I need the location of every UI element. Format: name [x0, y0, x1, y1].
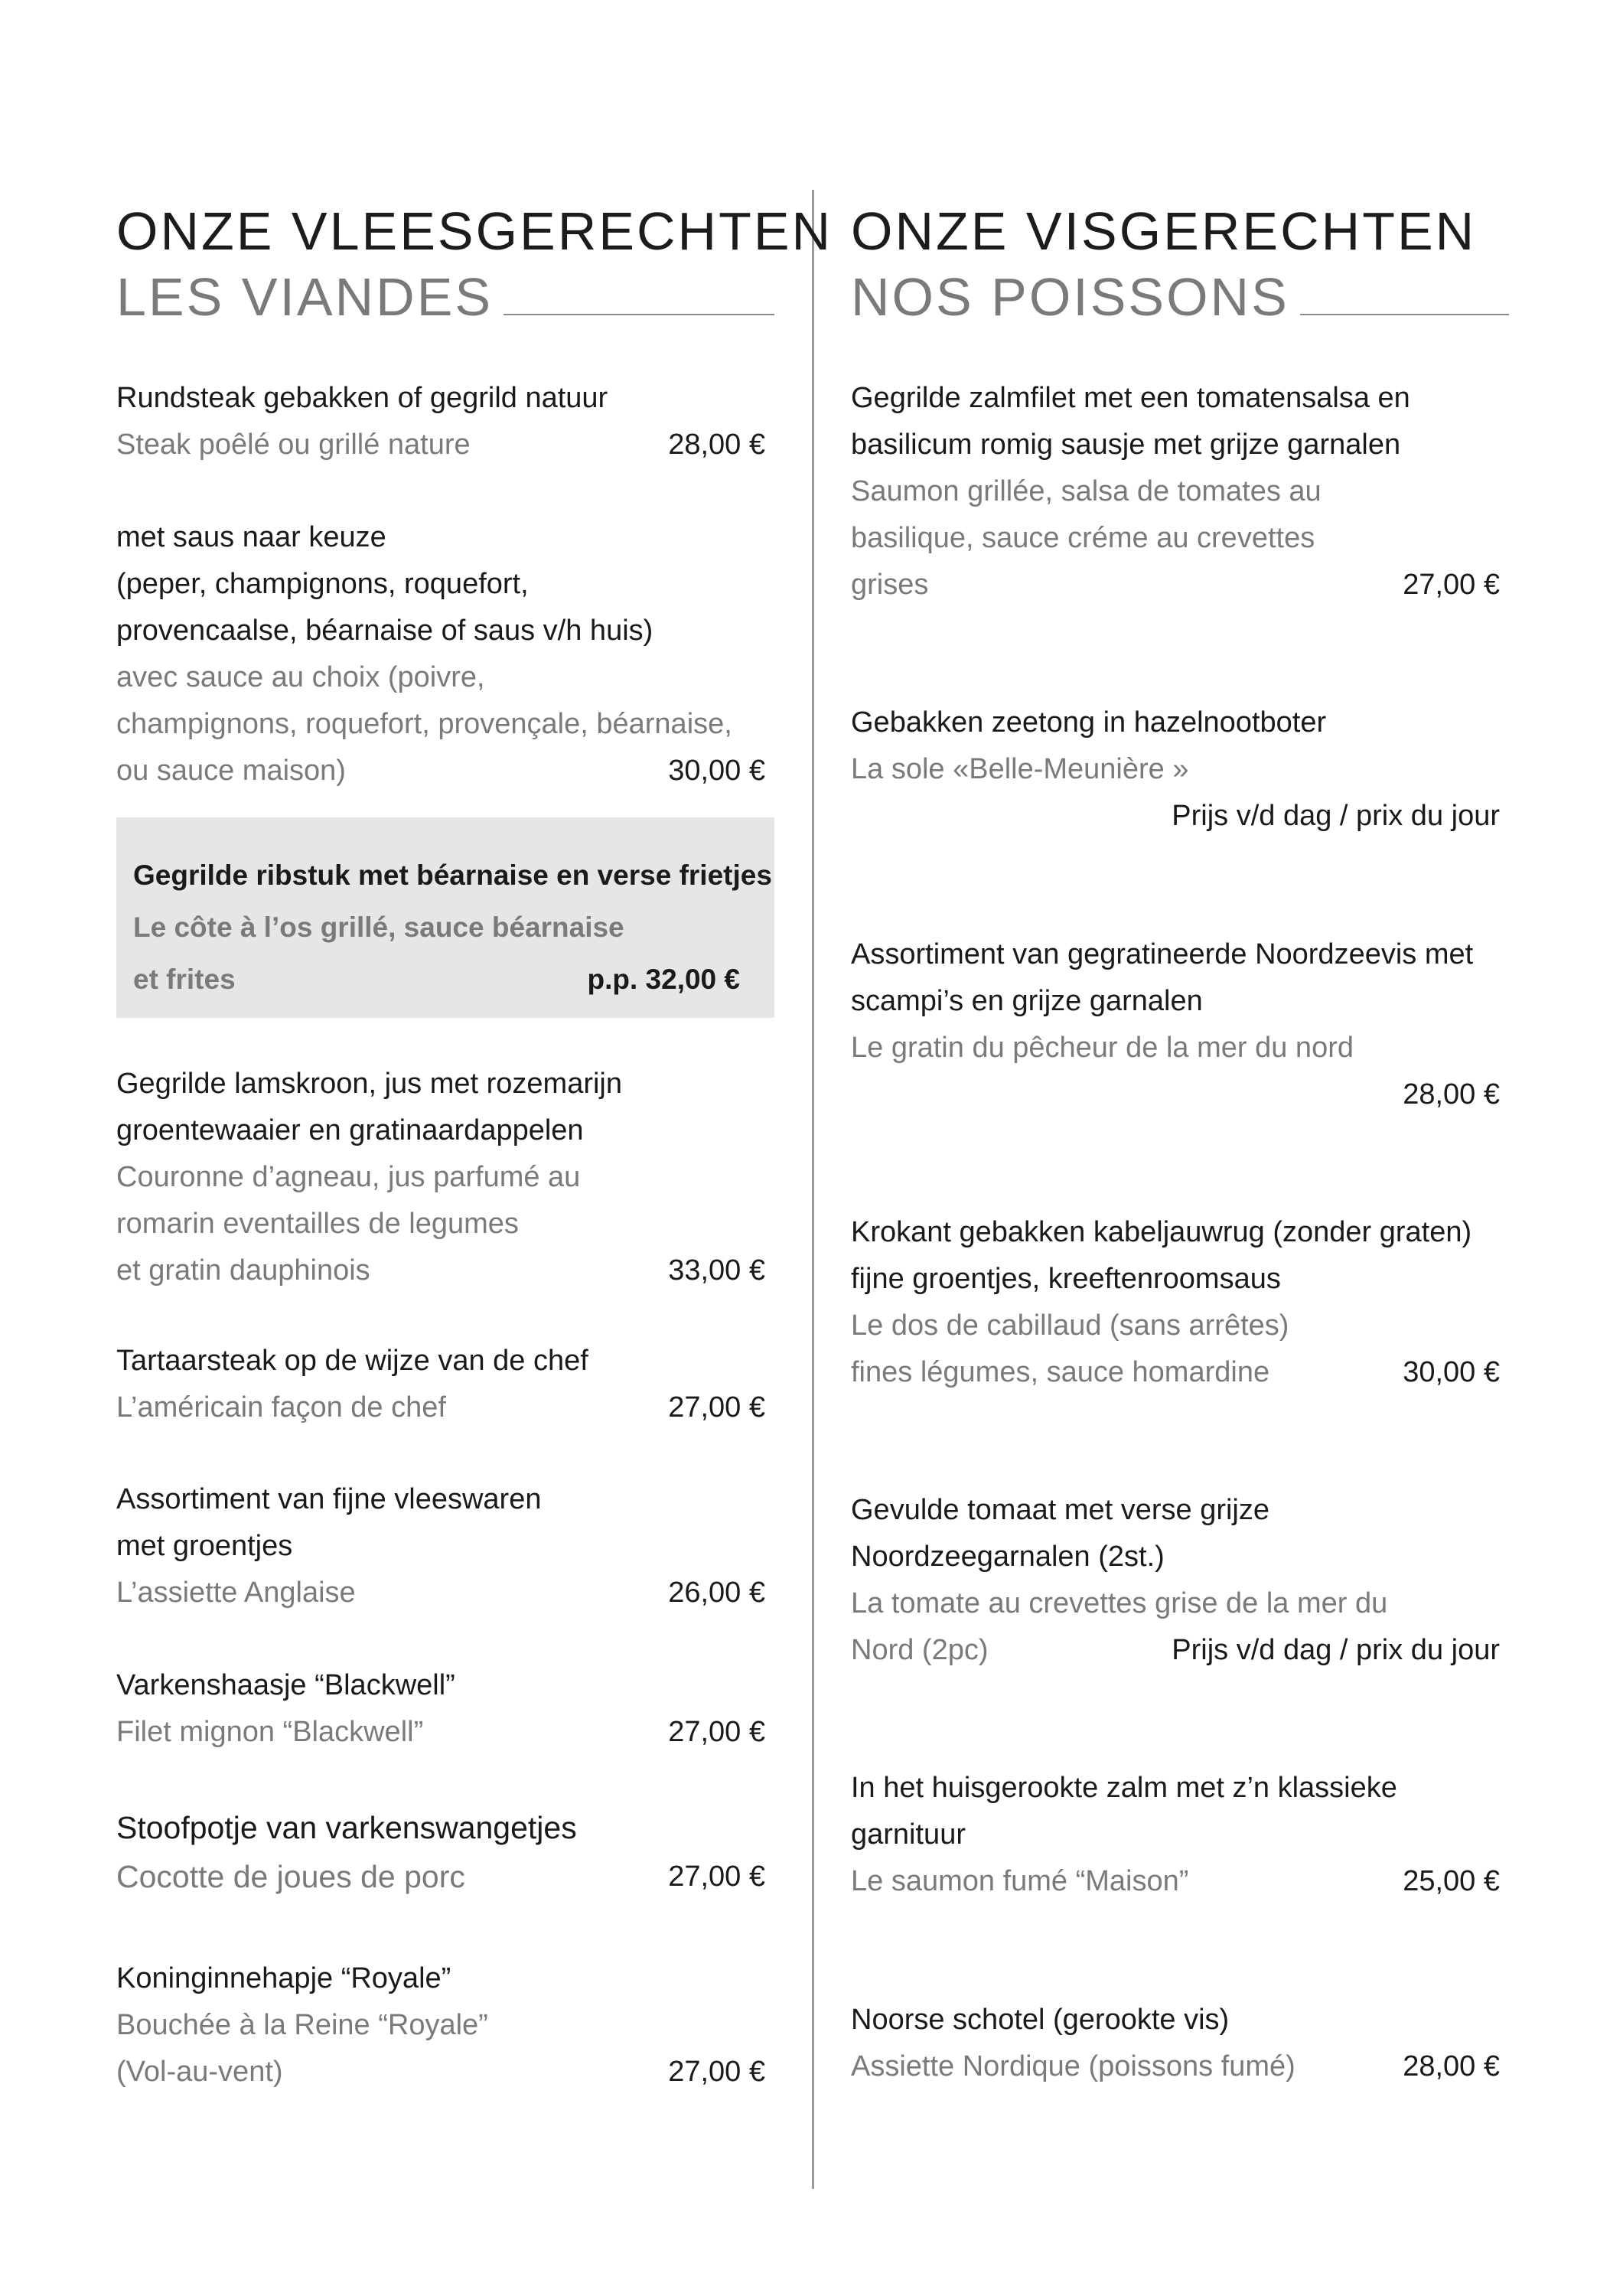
dish-name-nl: basilicum romig sausje met grijze garnalen	[851, 429, 1401, 461]
menu-item-zeetong	[851, 700, 1500, 832]
dish-name-nl: Stoofpotje van varkenswangetjes	[116, 1810, 577, 1845]
dish-name-nl: Noorse schotel (gerookte vis)	[851, 2004, 1230, 2036]
menu-item-gevulde-tomaat	[851, 1487, 1500, 1674]
dish-name-fr: et gratin dauphinois	[116, 1254, 370, 1287]
dish-price: 27,00 €	[668, 1716, 765, 1748]
dish-name-fr: Steak poêlé ou grillé nature	[116, 429, 471, 461]
dish-name-fr: Bouchée à la Reine “Royale”	[116, 2009, 488, 2041]
menu-item-kabeljauwrug	[851, 1209, 1500, 1396]
dish-name-fr: L’américain façon de chef	[116, 1391, 446, 1424]
dish-name-nl: Gebakken zeetong in hazelnootboter	[851, 706, 1327, 739]
dish-name-fr: Filet mignon “Blackwell”	[116, 1716, 424, 1748]
dish-name-nl: met saus naar keuze	[116, 521, 386, 553]
column-divider	[812, 190, 814, 2189]
dish-price: 30,00 €	[668, 755, 765, 787]
dish-name-fr: Couronne d’agneau, jus parfumé au	[116, 1161, 581, 1193]
dish-name-nl: fijne groentjes, kreeftenroomsaus	[851, 1263, 1281, 1295]
dish-price: 28,00 €	[1403, 2050, 1500, 2082]
dish-name-fr: et frites	[133, 964, 236, 995]
dish-name-nl: Noordzeegarnalen (2st.)	[851, 1541, 1165, 1573]
dish-name-nl: Rundsteak gebakken of gegrild natuur	[116, 382, 608, 414]
dish-price: Prijs v/d dag / prix du jour	[1172, 1634, 1500, 1666]
heading-rule	[1300, 314, 1509, 315]
dish-name-fr: avec sauce au choix (poivre,	[116, 661, 485, 693]
dish-price: 30,00 €	[1403, 1356, 1500, 1388]
dish-name-fr: La sole «Belle-Meunière »	[851, 753, 1189, 785]
dish-name-fr: fines légumes, sauce homardine	[851, 1356, 1270, 1388]
dish-price: 33,00 €	[668, 1254, 765, 1287]
dish-name-nl: Varkenshaasje “Blackwell”	[116, 1669, 455, 1701]
menu-item-gerookte-zalm	[851, 1765, 1500, 1905]
menu-item-noorse-schotel	[851, 1997, 1500, 2090]
menu-item-tartaarsteak	[116, 1338, 765, 1431]
dish-name-fr: L’assiette Anglaise	[116, 1577, 356, 1609]
dish-name-fr: basilique, sauce créme au crevettes	[851, 522, 1315, 554]
menu-item-zalmfilet	[851, 375, 1500, 608]
dish-name-nl: (peper, champignons, roquefort,	[116, 568, 529, 600]
dish-price: Prijs v/d dag / prix du jour	[1172, 800, 1500, 832]
dish-price: p.p. 32,00 €	[587, 964, 740, 995]
dish-name-nl: Gegrilde lamskroon, jus met rozemarijn	[116, 1068, 623, 1100]
dish-name-fr: Cocotte de joues de porc	[116, 1859, 465, 1894]
dish-name-fr: Le dos de cabillaud (sans arrêtes)	[851, 1309, 1289, 1342]
heading-rule	[504, 314, 774, 315]
dish-price: 25,00 €	[1403, 1865, 1500, 1897]
dish-price: 26,00 €	[668, 1577, 765, 1609]
dish-name-fr: Le gratin du pêcheur de la mer du nord	[851, 1032, 1354, 1064]
meat-title-nl: ONZE VLEESGERECHTEN	[116, 201, 833, 261]
dish-name-nl: In het huisgerookte zalm met z’n klassieke	[851, 1772, 1397, 1804]
dish-name-nl: Gegrilde ribstuk met béarnaise en verse frietjes	[133, 859, 772, 891]
menu-item-varkenshaasje	[116, 1662, 765, 1756]
dish-name-fr: ou sauce maison)	[116, 755, 346, 787]
dish-name-nl: Assortiment van fijne vleeswaren	[116, 1483, 542, 1515]
dish-name-fr: La tomate au crevettes grise de la mer du	[851, 1587, 1388, 1619]
dish-name-nl: Gevulde tomaat met verse grijze	[851, 1494, 1270, 1526]
menu-item-gratin-noordzeevis	[851, 931, 1500, 1110]
dish-name-nl: scampi’s en grijze garnalen	[851, 985, 1203, 1017]
fish-title-nl: ONZE VISGERECHTEN	[851, 201, 1477, 261]
dish-name-fr: champignons, roquefort, provençale, béarnaise,	[116, 708, 732, 740]
dish-name-fr: romarin eventailles de legumes	[116, 1208, 519, 1240]
dish-name-nl: met groentjes	[116, 1530, 293, 1562]
dish-name-fr: (Vol-au-vent)	[116, 2056, 283, 2088]
menu-item-vleeswaren	[116, 1476, 765, 1616]
dish-name-nl: Tartaarsteak op de wijze van de chef	[116, 1345, 588, 1377]
dish-name-fr: Le saumon fumé “Maison”	[851, 1865, 1189, 1897]
dish-name-fr: Le côte à l’os grillé, sauce béarnaise	[133, 912, 624, 943]
dish-name-nl: Gegrilde zalmfilet met een tomatensalsa en	[851, 382, 1410, 414]
dish-price: 28,00 €	[1403, 1078, 1500, 1110]
dish-name-fr: Saumon grillée, salsa de tomates au	[851, 475, 1322, 507]
menu-item-koninginnehapje	[116, 1955, 765, 2095]
featured-dish-box	[116, 817, 774, 1018]
meat-title-fr: LES VIANDES	[116, 267, 494, 327]
menu-item-steak-met-saus	[116, 514, 765, 794]
fish-title-fr: NOS POISSONS	[851, 267, 1289, 327]
menu-item-stoofpotje	[116, 1803, 765, 1901]
dish-price: 28,00 €	[668, 429, 765, 461]
dish-name-nl: groentewaaier en gratinaardappelen	[116, 1114, 584, 1146]
dish-name-nl: Assortiment van gegratineerde Noordzeevis met	[851, 938, 1474, 970]
dish-name-nl: garnituur	[851, 1818, 966, 1851]
dish-name-nl: Koninginnehapje “Royale”	[116, 1962, 451, 1994]
dish-price: 27,00 €	[668, 1391, 765, 1424]
dish-name-fr: grises	[851, 569, 929, 601]
dish-name-nl: provencaalse, béarnaise of saus v/h huis)	[116, 615, 653, 647]
dish-price: 27,00 €	[668, 1861, 765, 1893]
dish-name-fr: Assiette Nordique (poissons fumé)	[851, 2050, 1295, 2082]
dish-name-fr: Nord (2pc)	[851, 1634, 989, 1666]
dish-price: 27,00 €	[668, 2056, 765, 2088]
dish-price: 27,00 €	[1403, 569, 1500, 601]
menu-item-lamskroon	[116, 1061, 765, 1294]
menu-item-rundsteak	[116, 375, 765, 468]
dish-name-nl: Krokant gebakken kabeljauwrug (zonder graten)	[851, 1216, 1472, 1248]
